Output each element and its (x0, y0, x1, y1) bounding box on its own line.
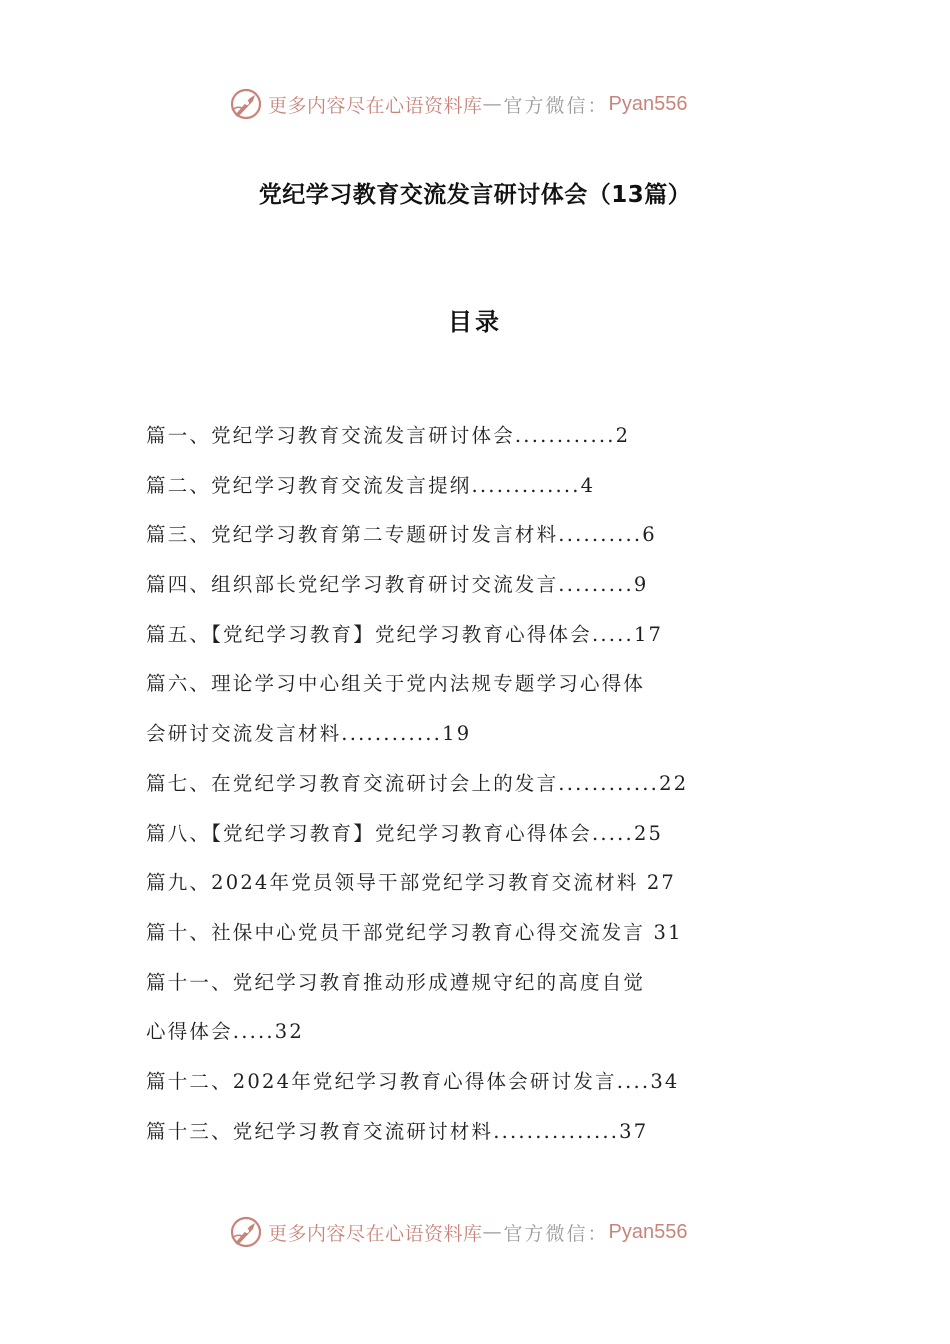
watermark-wechat-label: 官方微信： (503, 1222, 609, 1245)
watermark-wechat-id: Pyan556 (608, 1220, 688, 1243)
toc-line: 篇二、党纪学习教育交流发言提纲.............4 (146, 473, 596, 497)
watermark-separator: — (482, 1221, 504, 1243)
toc-entry-3[interactable] (146, 510, 706, 560)
pen-nib-circle-icon (228, 86, 264, 122)
watermark-wechat-label: 官方微信： (503, 94, 609, 117)
toc-entry-7[interactable] (146, 759, 706, 809)
toc-line: 篇六、理论学习中心组关于党内法规专题学习心得体 (146, 672, 646, 696)
pen-nib-circle-icon (228, 1214, 264, 1250)
toc-entry-10[interactable] (146, 908, 706, 958)
toc-entry-5[interactable] (146, 610, 706, 660)
watermark-header (228, 84, 748, 124)
table-of-contents (146, 411, 706, 1156)
toc-entry-8[interactable] (146, 809, 706, 859)
toc-line: 篇四、组织部长党纪学习教育研讨交流发言.........9 (146, 573, 649, 597)
toc-entry-6[interactable] (146, 659, 706, 758)
watermark-footer (228, 1212, 748, 1252)
toc-line: 篇十、社保中心党员干部党纪学习教育心得交流发言 31 (146, 920, 683, 944)
toc-line-continued: 心得体会.....32 (146, 1020, 305, 1044)
toc-entry-9[interactable] (146, 858, 706, 908)
toc-line: 篇一、党纪学习教育交流发言研讨体会............2 (146, 424, 631, 447)
toc-line: 篇七、在党纪学习教育交流研讨会上的发言............22 (146, 771, 689, 795)
toc-entry-13[interactable] (146, 1107, 706, 1157)
toc-line: 篇十三、党纪学习教育交流研讨材料...............37 (146, 1119, 649, 1143)
watermark-separator: — (482, 93, 504, 115)
watermark-wechat-id: Pyan556 (608, 92, 688, 115)
toc-line-continued: 会研讨交流发言材料............19 (146, 722, 472, 746)
document-title: 党纪学习教育交流发言研讨体会（13篇） (258, 182, 692, 208)
toc-entry-11[interactable] (146, 958, 706, 1057)
toc-entry-12[interactable] (146, 1057, 706, 1107)
toc-entry-1[interactable] (146, 411, 706, 461)
toc-line: 篇三、党纪学习教育第二专题研讨发言材料..........6 (146, 523, 657, 547)
watermark-text: 更多内容尽在心语资料库 (268, 1222, 483, 1245)
watermark-text: 更多内容尽在心语资料库 (268, 94, 483, 117)
toc-line: 篇十一、党纪学习教育推动形成遵规守纪的高度自觉 (146, 970, 646, 994)
toc-line: 篇十二、2024年党纪学习教育心得体会研讨发言....34 (146, 1069, 680, 1093)
toc-entry-2[interactable] (146, 461, 706, 511)
toc-entry-4[interactable] (146, 560, 706, 610)
toc-line: 篇五、【党纪学习教育】党纪学习教育心得体会.....17 (146, 622, 664, 646)
toc-heading: 目录 (448, 308, 502, 336)
toc-line: 篇八、【党纪学习教育】党纪学习教育心得体会.....25 (146, 821, 664, 845)
toc-line: 篇九、2024年党员领导干部党纪学习教育交流材料 27 (146, 871, 677, 895)
